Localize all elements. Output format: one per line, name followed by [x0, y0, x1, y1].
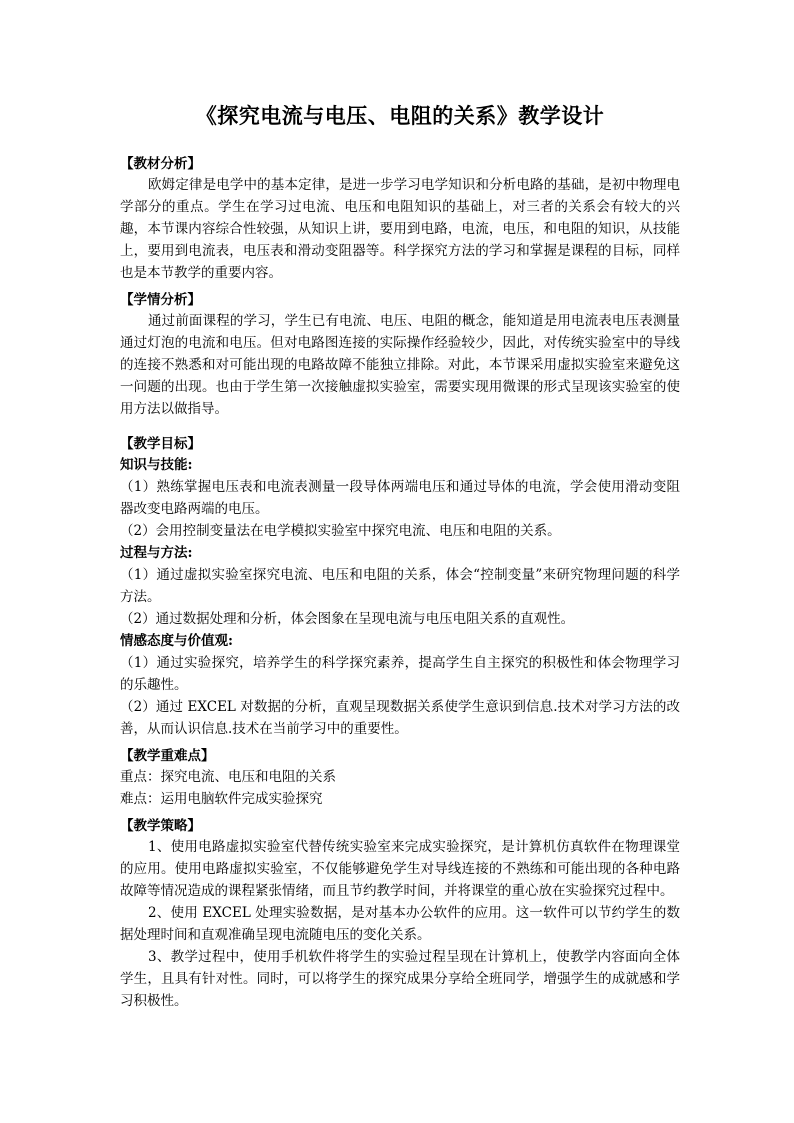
textbook-analysis-text: 欧姆定律是电学中的基本定律，是进一步学习电学知识和分析电路的基础，是初中物理电学部分的重点。学生在学习过电流、电压和电阻知识的基础上，对三者的关系会有较大的兴趣，本节课内容综合性较强，从知识上讲，要用到电路，电流，电压，和电阻的知识，从技能上，要用到电流表，电压表和滑动变阻器等。科学探究方法的学习和掌握是课程的目标，同样也是本节教学的重要内容。	[120, 177, 680, 281]
knowledge-item-2: （2）会用控制变量法在电学模拟实验室中探究电流、电压和电阻的关系。	[120, 523, 561, 539]
teaching-strategy-heading: 【教学策略】	[120, 818, 201, 834]
difficult-point-text: 难点：运用电脑软件完成实验探究	[120, 791, 323, 807]
document-page	[120, 100, 680, 1012]
emotion-item-2: （2）通过 EXCEL 对数据的分析，直观呈现数据关系使学生意识到信息.技术对学习方法的改善，从而认识信息.技术在当前学习中的重要性。	[120, 699, 680, 737]
key-difficult-heading: 【教学重难点】	[120, 748, 215, 764]
document-title: 《探究电流与电压、电阻的关系》教学设计	[195, 103, 605, 128]
student-analysis-text: 通过前面课程的学习，学生已有电流、电压、电阻的概念，能知道是用电流表电压表测量通过灯泡的电流和电压。但对电路图连接的实际操作经验较少，因此，对传统实验室中的导线的连接不熟悉和对可能出现的电路故障不能独立排除。对此，本节课采用虚拟实验室来避免这一问题的出现。也由于学生第一次接触虚拟实验室，需要实现用微课的形式呈现该实验室的使用方法以做指导。	[120, 313, 680, 417]
process-item-2: （2）通过数据处理和分析，体会图象在呈现电流与电压电阻关系的直观性。	[120, 611, 575, 627]
strategy-item-2: 2、使用 EXCEL 处理实验数据，是对基本办公软件的应用。这一软件可以节约学生的数据处理时间和直观准确呈现电流随电压的变化关系。	[120, 905, 680, 943]
key-point-text: 重点：探究电流、电压和电阻的关系	[120, 769, 336, 785]
strategy-item-1: 1、使用电路虚拟实验室代替传统实验室来完成实验探究，是计算机仿真软件在物理课堂的应用。使用电路虚拟实验室，不仅能够避免学生对导线连接的不熟练和可能出现的各种电路故障等情况造成的课程紧张情绪，而且节约教学时间，并将课堂的重心放在实验探究过程中。	[120, 839, 680, 899]
process-methods-heading: 过程与方法:	[120, 545, 193, 561]
teaching-goals-heading: 【教学目标】	[120, 436, 201, 452]
process-item-1: （1）通过虚拟实验室探究电流、电压和电阻的关系，体会“控制变量”来研究物理问题的科学方法。	[120, 567, 680, 605]
emotion-values-heading: 情感态度与价值观:	[120, 633, 233, 649]
student-analysis-heading: 【学情分析】	[120, 292, 201, 308]
knowledge-item-1: （1）熟练掌握电压表和电流表测量一段导体两端电压和通过导体的电流，学会使用滑动变阻器改变电路两端的电压。	[120, 479, 680, 517]
textbook-analysis-heading: 【教材分析】	[120, 156, 201, 172]
strategy-item-3: 3、教学过程中，使用手机软件将学生的实验过程呈现在计算机上，使教学内容面向全体学生，且具有针对性。同时，可以将学生的探究成果分享给全班同学，增强学生的成就感和学习积极性。	[120, 949, 680, 1009]
emotion-item-1: （1）通过实验探究，培养学生的科学探究素养，提高学生自主探究的积极性和体会物理学习的乐趣性。	[120, 655, 680, 693]
knowledge-skills-heading: 知识与技能:	[120, 457, 193, 473]
